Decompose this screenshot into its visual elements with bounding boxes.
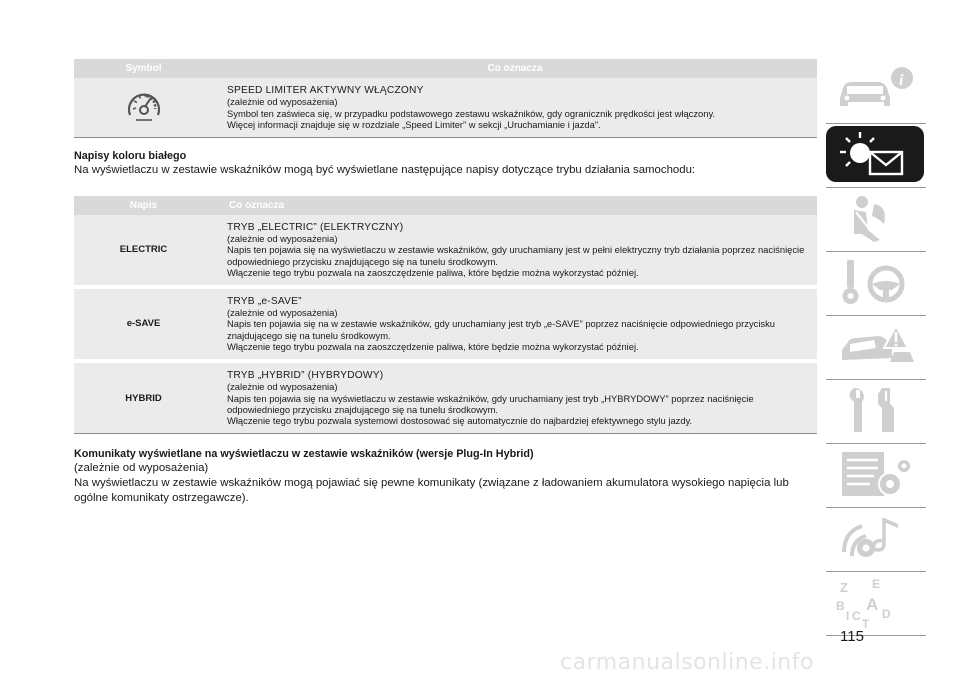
- tab-safety[interactable]: [826, 190, 924, 246]
- entry-text: Włączenie tego trybu pozwala na zaoszczędzenie paliwa, które będzie można wykorzystać później.: [227, 267, 639, 279]
- mode-table: [74, 196, 817, 434]
- index-letter: B: [836, 599, 845, 613]
- table-row: [74, 215, 817, 287]
- entry-text: Napis ten pojawia się na wyświetlaczu w zestawie wskaźników, gdy uruchamiany jest w pełni elektryczny tryb działania poprzez naciśnięcie odpowiedniego przycisku znajdującego się na tunelu środkowym.: [227, 244, 805, 267]
- section-heading: Napisy koloru białego: [74, 149, 187, 162]
- index-letters-icon: [826, 574, 924, 630]
- entry-text: Włączenie tego trybu pozwala na zaoszczędzenie paliwa, które będzie można wykorzystać później.: [227, 341, 639, 353]
- specs-gear-icon: [826, 446, 924, 502]
- table-row: [74, 78, 817, 137]
- entry-text: Symbol ten zaświeca się, w przypadku podstawowego zestawu wskaźników, gdy ogranicznik prędkości jest włączony.: [227, 107, 716, 119]
- tools-icon: [826, 382, 924, 438]
- tab-emergency[interactable]: [826, 318, 924, 374]
- multimedia-icon: [826, 510, 924, 566]
- svg-text:i: i: [899, 72, 904, 89]
- tab-multimedia[interactable]: [826, 510, 924, 566]
- watermark: carmanualsonline.info: [560, 650, 814, 675]
- section-text: Na wyświetlaczu w zestawie wskaźników mogą pojawiać się pewne komunikaty (związane z ładowaniem akumulatora wysokiego napięcia lub ogólne komunikaty ostrzegawcze).: [74, 476, 789, 504]
- mode-label: e-SAVE: [126, 318, 161, 330]
- meaning-cell: [213, 287, 817, 361]
- car-info-icon: [826, 60, 924, 116]
- tab-technical-data[interactable]: [826, 446, 924, 502]
- label-cell: [74, 215, 213, 287]
- mode-label: ELECTRIC: [119, 244, 168, 256]
- entry-text: Więcej informacji znajduje się w rozdziale „Speed Limiter” w sekcji „Uruchamianie i jazda”.: [227, 119, 601, 131]
- section-note: (zależnie od wyposażenia): [74, 461, 209, 474]
- entry-text: Napis ten pojawia się na w zestawie wskaźników, gdy uruchamiany jest tryb „e-SAVE” poprzez naciśnięcie odpowiedniego przycisku znajdującego się na tunelu środkowym.: [227, 318, 776, 341]
- entry-text: Napis ten pojawia się na wyświetlaczu w zestawie wskaźników, gdy uruchamiany jest tryb „HYBRYDOWY” poprzez naciśnięcie odpowiedniego przycisku znajdującego się na tunelu środkowym.: [227, 392, 754, 415]
- warning-light-message-icon: [826, 126, 924, 182]
- meaning-cell: [213, 215, 817, 287]
- index-letter: D: [882, 607, 891, 621]
- page-number: 115: [840, 628, 864, 645]
- index-letter: I: [846, 609, 850, 623]
- col-header-meaning: Co oznacza: [213, 196, 817, 215]
- entry-title: TRYB „e-SAVE”: [227, 295, 302, 307]
- tab-index[interactable]: [826, 574, 924, 630]
- tab-warning-lights[interactable]: [826, 126, 924, 182]
- label-cell: [74, 361, 213, 434]
- entry-title: SPEED LIMITER AKTYWNY WŁĄCZONY: [227, 85, 424, 96]
- index-letter: Z: [840, 580, 848, 595]
- table-row: [74, 361, 817, 434]
- table-row: [74, 287, 817, 361]
- entry-title: TRYB „ELECTRIC” (ELEKTRYCZNY): [227, 221, 404, 233]
- speed-limiter-icon: [124, 87, 164, 125]
- section-heading: Komunikaty wyświetlane na wyświetlaczu w zestawie wskaźników (wersje Plug-In Hybrid): [74, 447, 534, 460]
- symbol-cell: [74, 78, 213, 137]
- tab-driving[interactable]: [826, 254, 924, 310]
- tab-car-info[interactable]: [826, 60, 924, 116]
- entry-note: (zależnie od wyposażenia): [227, 96, 338, 108]
- index-letter: A: [866, 595, 879, 614]
- mode-label: HYBRID: [125, 392, 162, 404]
- col-header-symbol: Symbol: [74, 59, 213, 78]
- symbol-table: [74, 59, 817, 138]
- meaning-cell: [213, 361, 817, 434]
- index-letter: E: [872, 577, 881, 591]
- index-letter: C: [852, 609, 861, 623]
- key-steering-wheel-icon: [826, 254, 924, 310]
- entry-note: (zależnie od wyposażenia): [227, 233, 338, 245]
- tab-maintenance[interactable]: [826, 382, 924, 438]
- section-text: Na wyświetlaczu w zestawie wskaźników mogą być wyświetlane następujące napisy dotyczące trybu działania samochodu:: [74, 163, 696, 176]
- label-cell: [74, 287, 213, 361]
- entry-text: Włączenie tego trybu pozwala systemowi dostosować się automatycznie do najbardziej efektywnego stylu jazdy.: [227, 415, 693, 427]
- entry-title: TRYB „HYBRID” (HYBRYDOWY): [227, 369, 384, 381]
- col-header-meaning: Co oznacza: [213, 59, 817, 78]
- entry-note: (zależnie od wyposażenia): [227, 307, 338, 319]
- entry-note: (zależnie od wyposażenia): [227, 381, 338, 393]
- index-letter: T: [862, 617, 870, 630]
- page-content: [74, 59, 817, 506]
- emergency-car-icon: [826, 318, 924, 374]
- meaning-cell: [213, 78, 817, 137]
- airbag-safety-icon: [826, 190, 924, 246]
- col-header-label: Napis: [74, 196, 213, 215]
